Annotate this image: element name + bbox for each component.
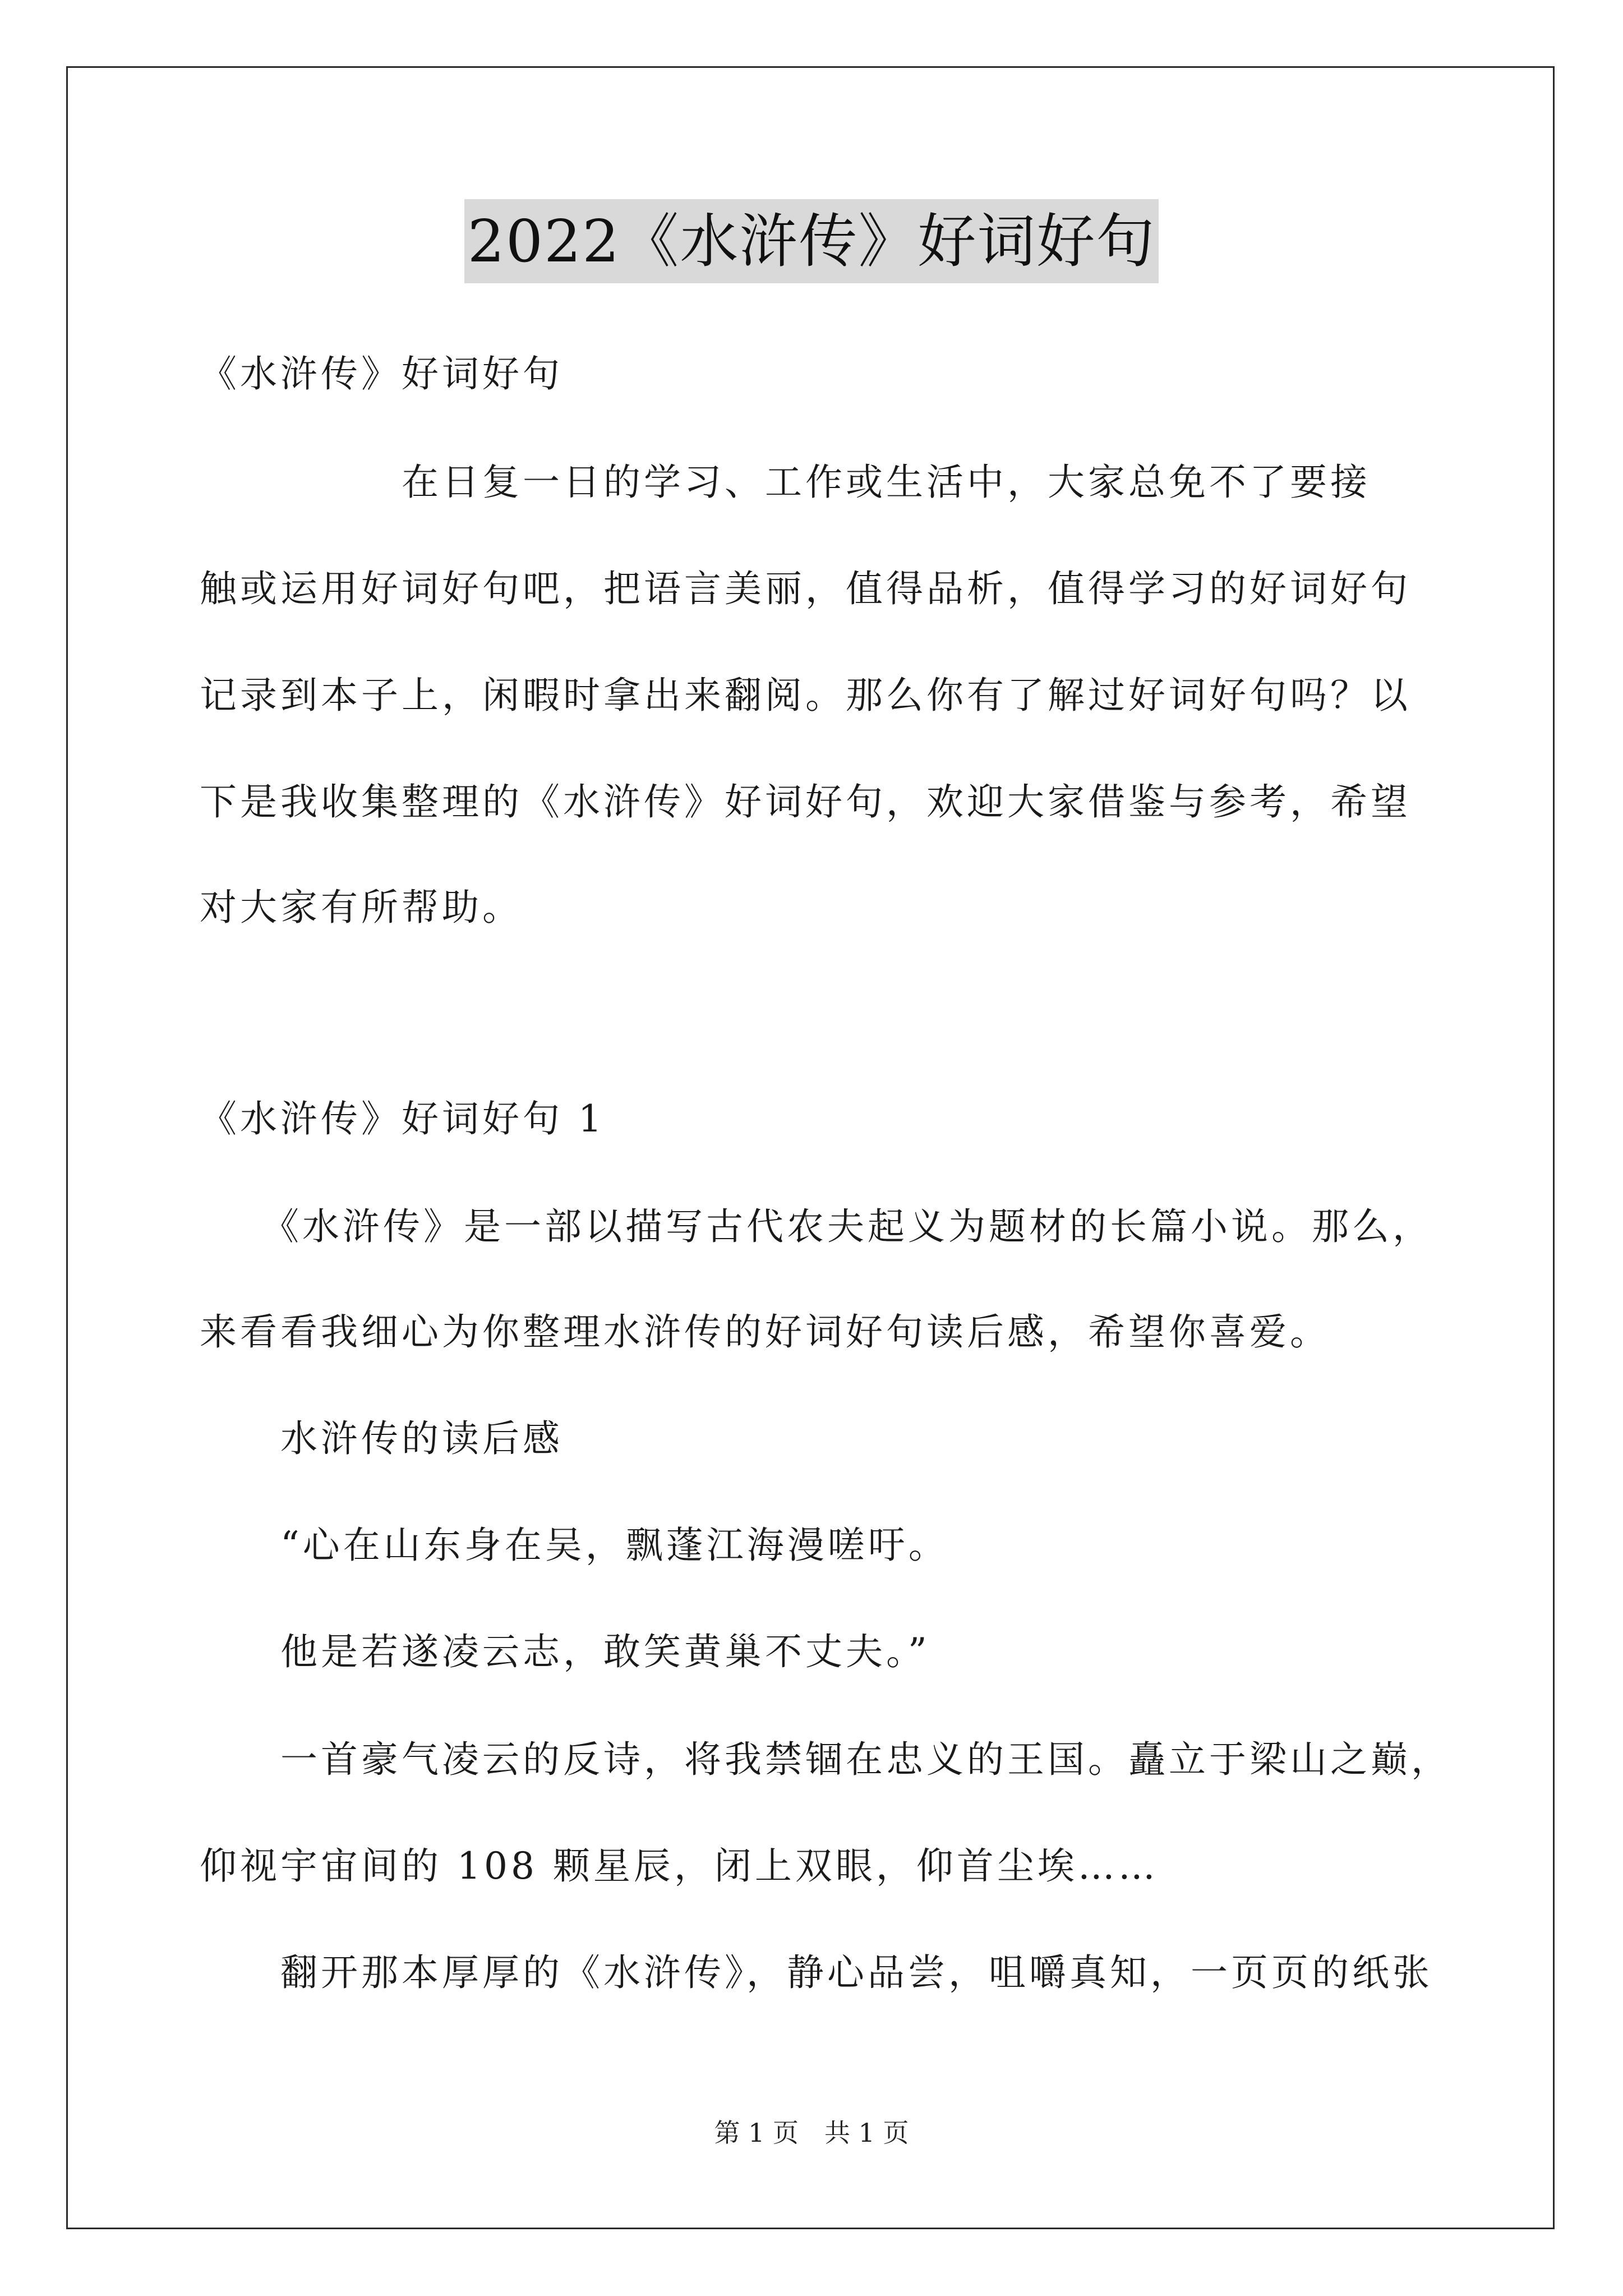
paragraph-line: 触或运用好词好句吧，把语言美丽，值得品析，值得学习的好词好句 [200, 567, 1411, 610]
document-title: 2022《水浒传》好词好句 [464, 199, 1159, 283]
paragraph-line: 翻开那本厚厚的《水浒传》，静心品尝，咀嚼真知，一页页的纸张 [200, 1951, 1433, 1994]
page-footer: 第 1 页 共 1 页 [714, 2118, 909, 2148]
title-container [0, 199, 1623, 283]
subheading-line: 水浒传的读后感 [200, 1417, 563, 1460]
section-heading-intro: 《水浒传》好词好句 [200, 352, 563, 395]
poem-line: “心在山东身在吴，飘蓬江海漫嗟吁。 [200, 1524, 949, 1567]
section-heading-1: 《水浒传》好词好句 1 [200, 1097, 605, 1140]
paragraph-line: 记录到本子上，闲暇时拿出来翻阅。那么你有了解过好词好句吗？以 [200, 674, 1411, 717]
paragraph-line: 在日复一日的学习、工作或生活中，大家总免不了要接 [200, 461, 1371, 504]
paragraph-line: 下是我收集整理的《水浒传》好词好句，欢迎大家借鉴与参考，希望 [200, 780, 1411, 823]
paragraph-line: 仰视宇宙间的 108 颗星辰，闭上双眼，仰首尘埃…… [200, 1844, 1159, 1888]
poem-line: 他是若遂凌云志，敢笑黄巢不丈夫。” [200, 1630, 930, 1673]
paragraph-line: 一首豪气凌云的反诗，将我禁锢在忠义的王国。矗立于梁山之巅， [200, 1738, 1451, 1781]
paragraph-line: 《水浒传》是一部以描写古代农夫起义为题材的长篇小说。那么， [200, 1205, 1433, 1248]
paragraph-line: 来看看我细心为你整理水浒传的好词好句读后感，希望你喜爱。 [200, 1310, 1330, 1354]
paragraph-line: 对大家有所帮助。 [200, 886, 523, 929]
